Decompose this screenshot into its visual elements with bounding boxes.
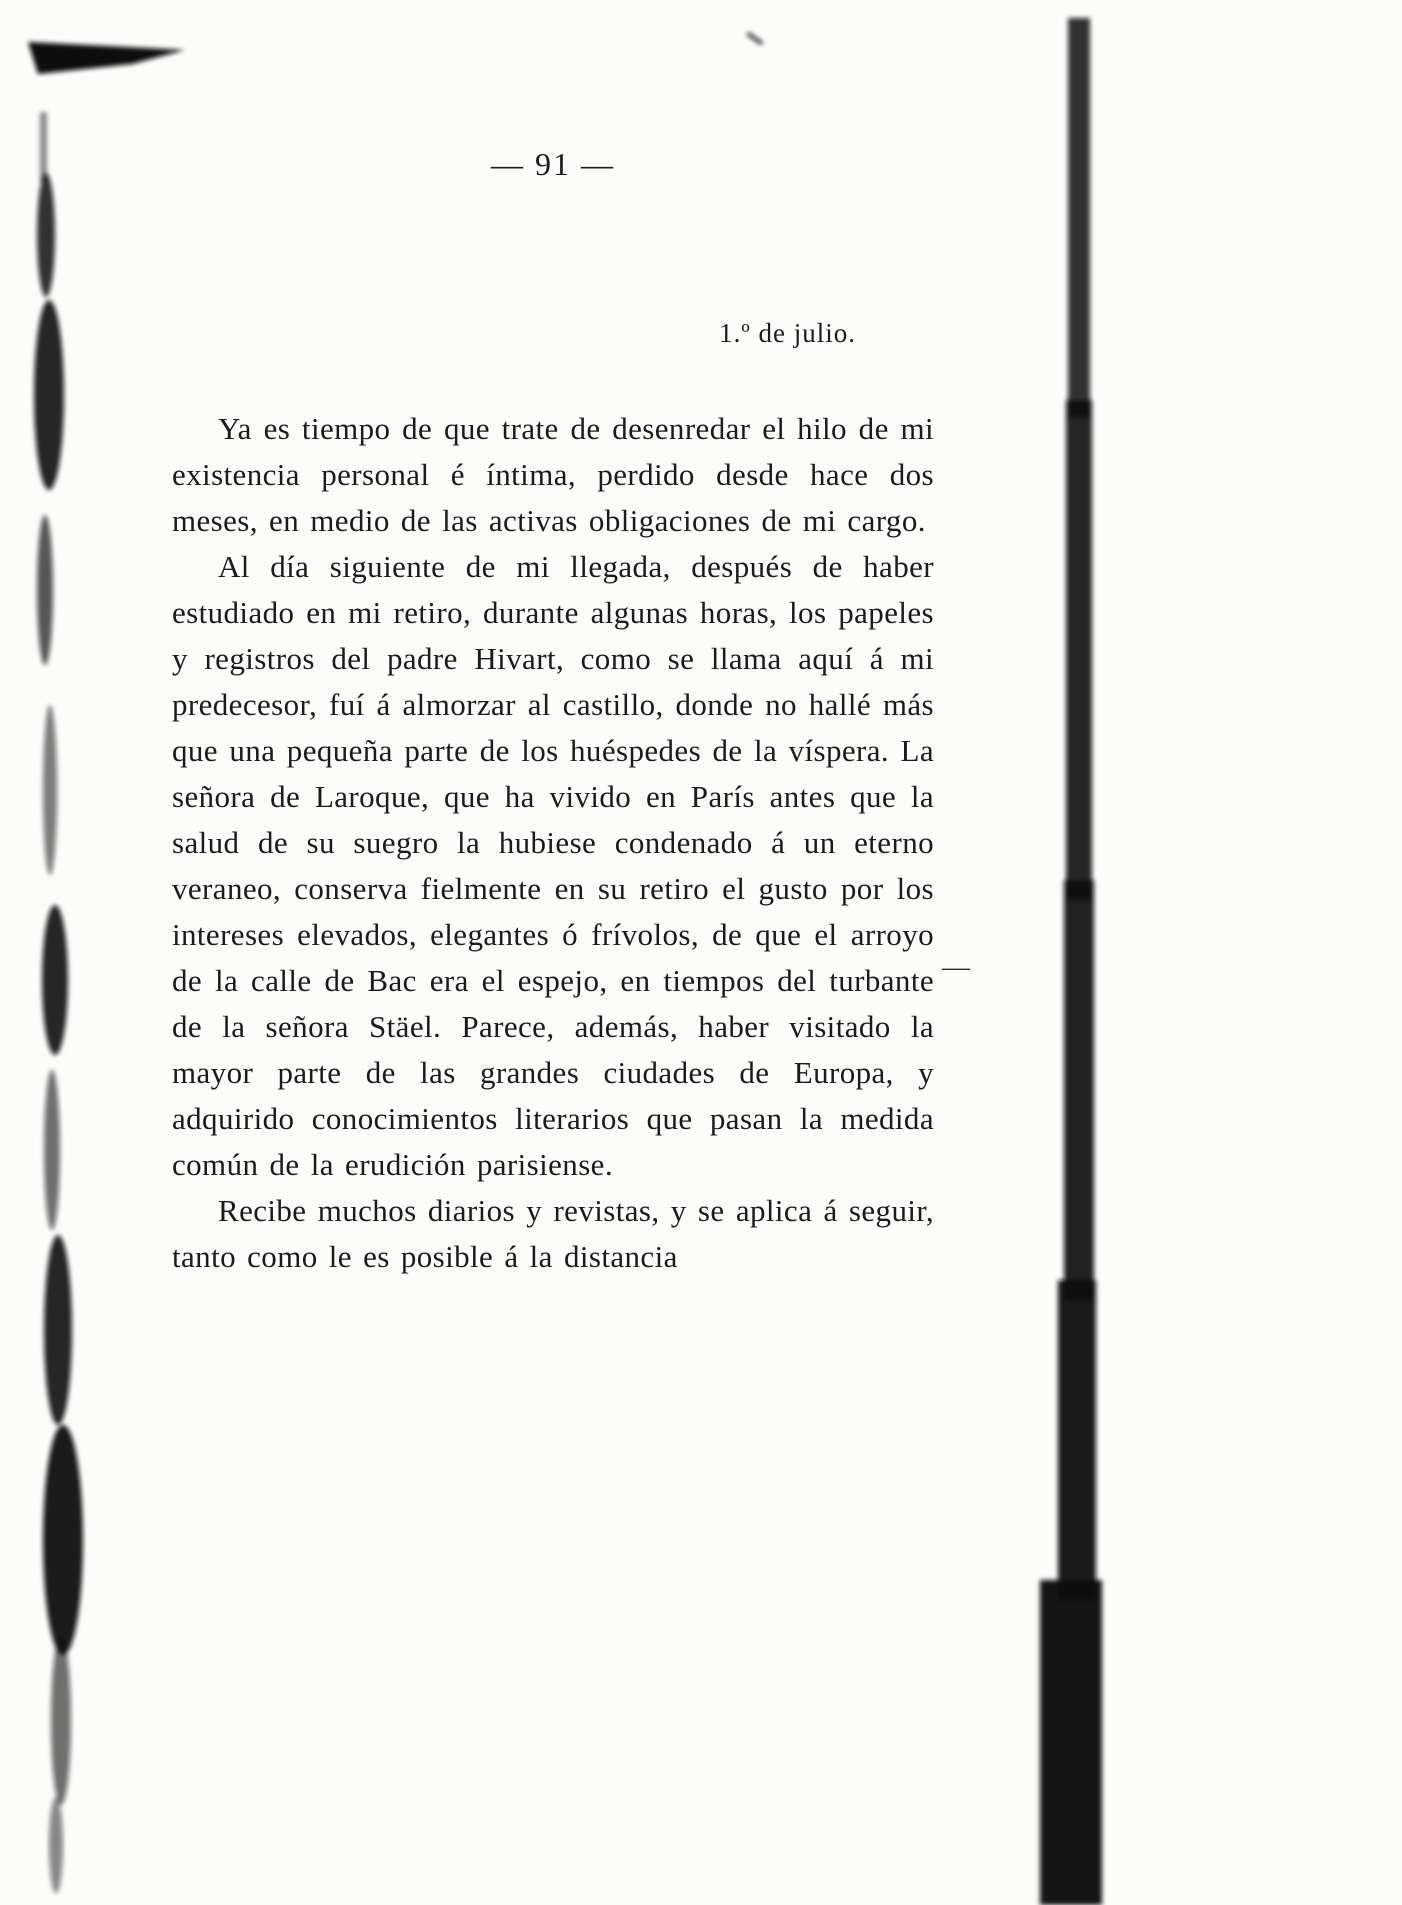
paragraph-2: Al día siguiente de mi llegada, después de haber estudiado en mi retiro, durante algunas horas, los papeles y registros del padre Hivart, como se llama aquí á mi predecesor, fuí á almorzar al castillo, donde no hallé más que una pequeña parte de los huéspedes de la víspera. La señora de Laroque, que ha vivido en París antes que la salud de su suegro la hubiese condenado á un eterno veraneo, conserva fielmente en su retiro el gusto por los intereses elevados, elegantes ó frívolos, de que el arroyo de la calle de Bac era el espejo, en tiempos del turbante de la señora Stäel. Parece, además, haber visitado la mayor parte de las grandes ciudades de Europa, y adquirido conocimientos literarios que pasan la medida común de la erudición parisiense. [172,549,934,1182]
paragraph-3: Recibe muchos diarios y revistas, y se aplica á seguir, tanto como le es posible á la distancia [172,1193,934,1274]
paragraph-1: Ya es tiempo de que trate de desenredar el hilo de mi existencia personal é íntima, perdido desde hace dos meses, en medio de las activas obligaciones de mi cargo. [172,411,934,538]
page-number: — 91 — [491,146,615,182]
scan-artifact-top-left [28,42,185,74]
date-line: 1.º de julio. [719,318,856,348]
body-text [172,406,934,1280]
margin-mark: — [942,952,970,983]
